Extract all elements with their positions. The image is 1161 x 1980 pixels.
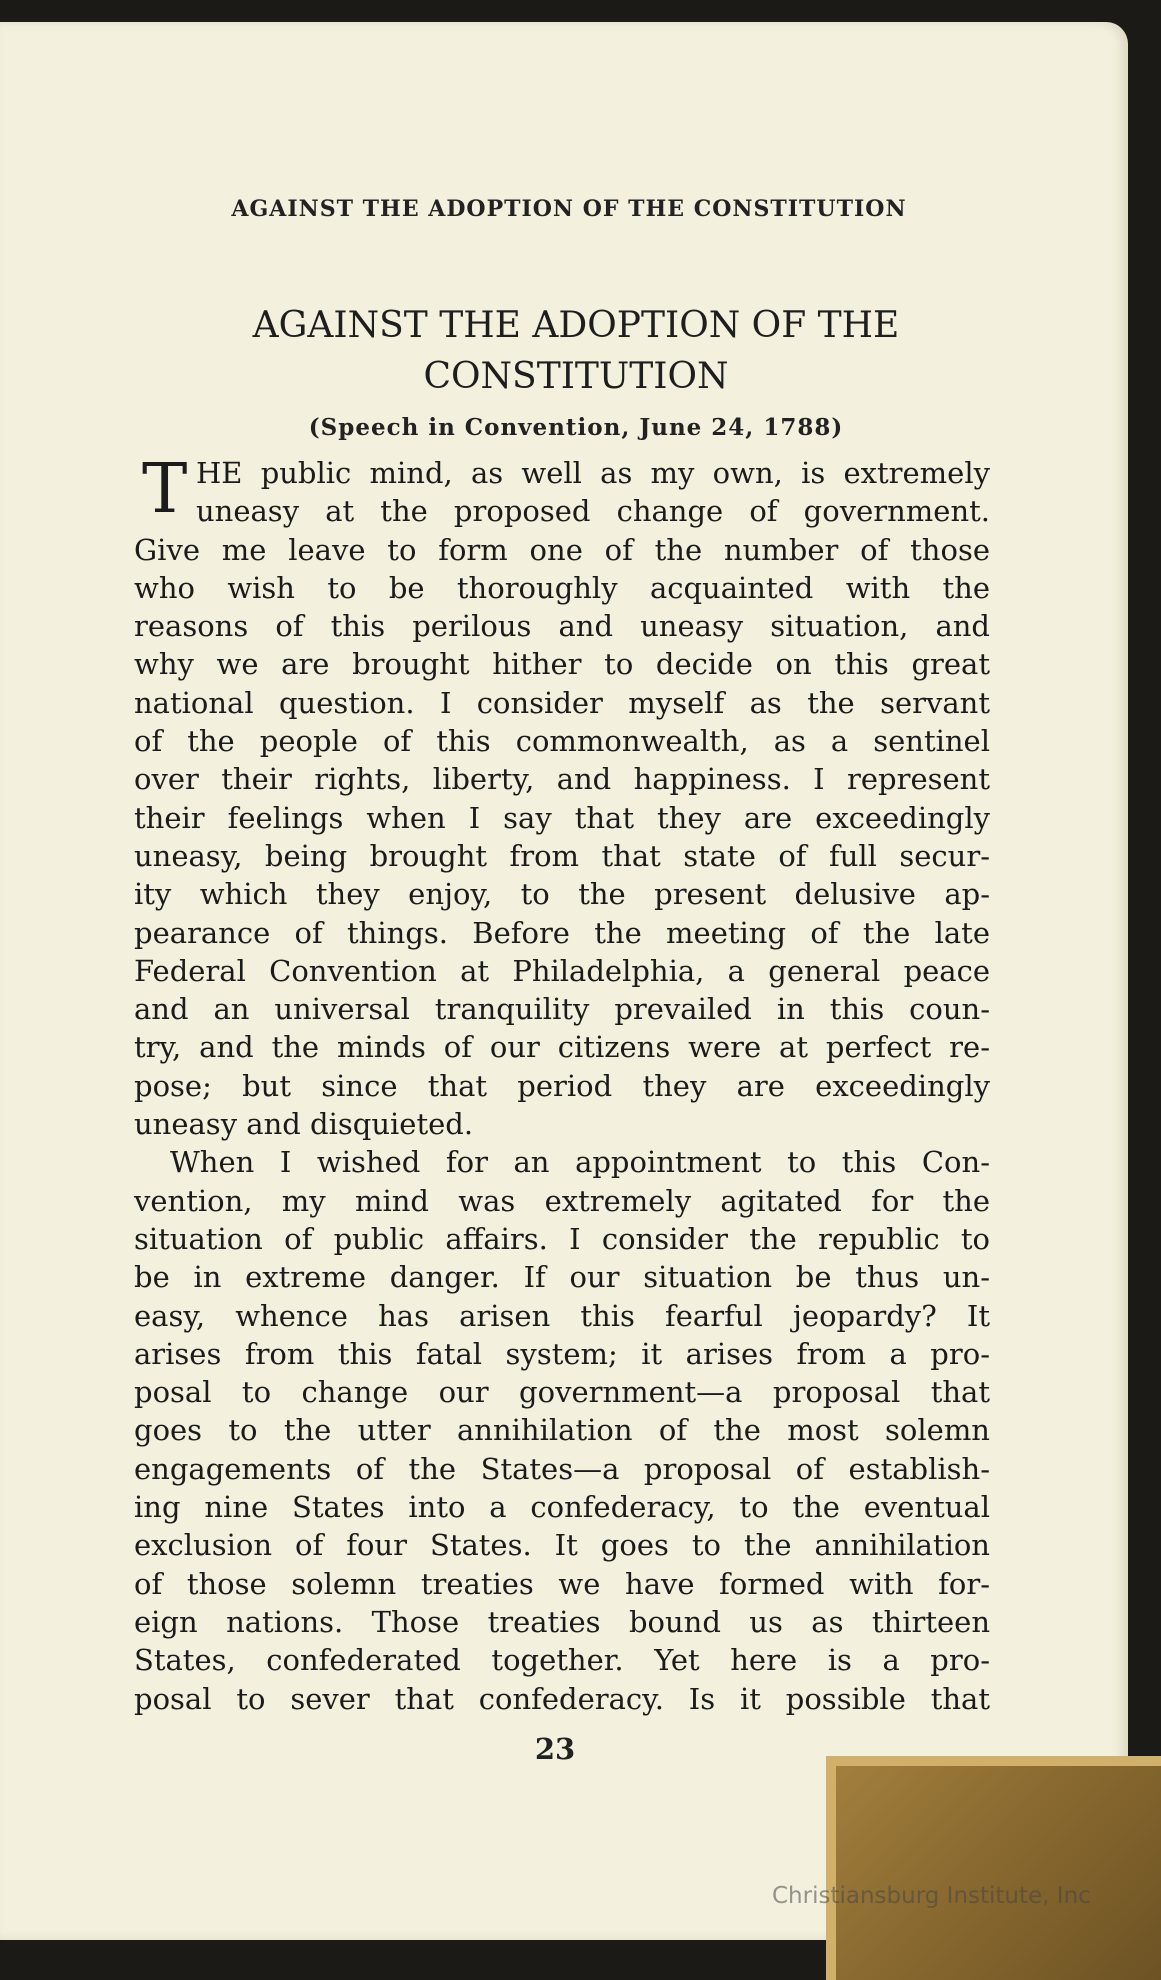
title-line-2: CONSTITUTION [423,356,729,397]
text-line: pose; but since that period they are exceedingly [134,1068,990,1103]
text-line: HE public mind, as well as my own, is extremely [196,456,990,490]
text-line: vention, my mind was extremely agitated for the [134,1183,990,1218]
text-line: uneasy and disquieted. [134,1107,474,1142]
watermark-text: Christiansburg Institute, Inc [772,1883,1091,1909]
wooden-block [826,1756,1161,1980]
text-line: be in extreme danger. If our situation be thus un- [134,1260,990,1295]
running-head: AGAINST THE ADOPTION OF THE CONSTITUTION [231,196,907,222]
text-line: situation of public affairs. I consider the republic to [134,1221,990,1256]
text-line: national question. I consider myself as the servant [134,685,990,720]
text-line: arises from this fatal system; it arises from a pro- [134,1336,990,1371]
text-line: uneasy, being brought from that state of full secur- [134,838,990,873]
text-line: eign nations. Those treaties bound us as thirteen [134,1604,990,1639]
text-line: uneasy at the proposed change of government. [196,494,990,529]
text-line: posal to sever that confederacy. Is it possible that [134,1681,990,1716]
text-line: of the people of this commonwealth, as a sentinel [134,724,990,759]
paragraph-2 [134,1143,990,1717]
page-number: 23 [534,1732,576,1766]
text-line: States, confederated together. Yet here is a pro- [134,1643,990,1678]
book-page [0,22,1128,1940]
title-line-1: AGAINST THE ADOPTION OF THE [252,305,900,346]
speech-subtitle: (Speech in Convention, June 24, 1788) [308,414,844,441]
text-line: and an universal tranquility prevailed in this coun- [134,992,990,1027]
text-line: posal to change our government—a proposal that [134,1375,990,1410]
text-line: engagements of the States—a proposal of establish- [134,1451,990,1486]
text-line: goes to the utter annihilation of the most solemn [134,1413,990,1448]
text-line: When I wished for an appointment to this Con- [170,1145,990,1180]
body-text [134,450,990,1718]
text-line: Federal Convention at Philadelphia, a general peace [134,953,990,988]
text-line: easy, whence has arisen this fearful jeopardy? It [134,1298,990,1333]
text-line: reasons of this perilous and uneasy situation, and [134,609,990,644]
text-line: ity which they enjoy, to the present delusive ap- [134,877,990,912]
text-line: their feelings when I say that they are exceedingly [134,800,990,835]
text-line: who wish to be thoroughly acquainted with the [134,570,990,605]
drop-cap: T [142,450,188,529]
text-line: why we are brought hither to decide on this great [134,647,990,682]
text-line: ing nine States into a confederacy, to the eventual [134,1490,990,1525]
text-line: Give me leave to form one of the number of those [134,532,990,567]
text-line: exclusion of four States. It goes to the annihilation [134,1528,990,1563]
page-title [136,300,1016,402]
text-line: pearance of things. Before the meeting of the late [134,915,990,950]
text-line: of those solemn treaties we have formed with for- [134,1566,990,1601]
text-line: over their rights, liberty, and happiness. I represent [134,762,990,797]
text-line: try, and the minds of our citizens were at perfect re- [134,1030,990,1065]
paragraph-1 [134,450,990,1143]
